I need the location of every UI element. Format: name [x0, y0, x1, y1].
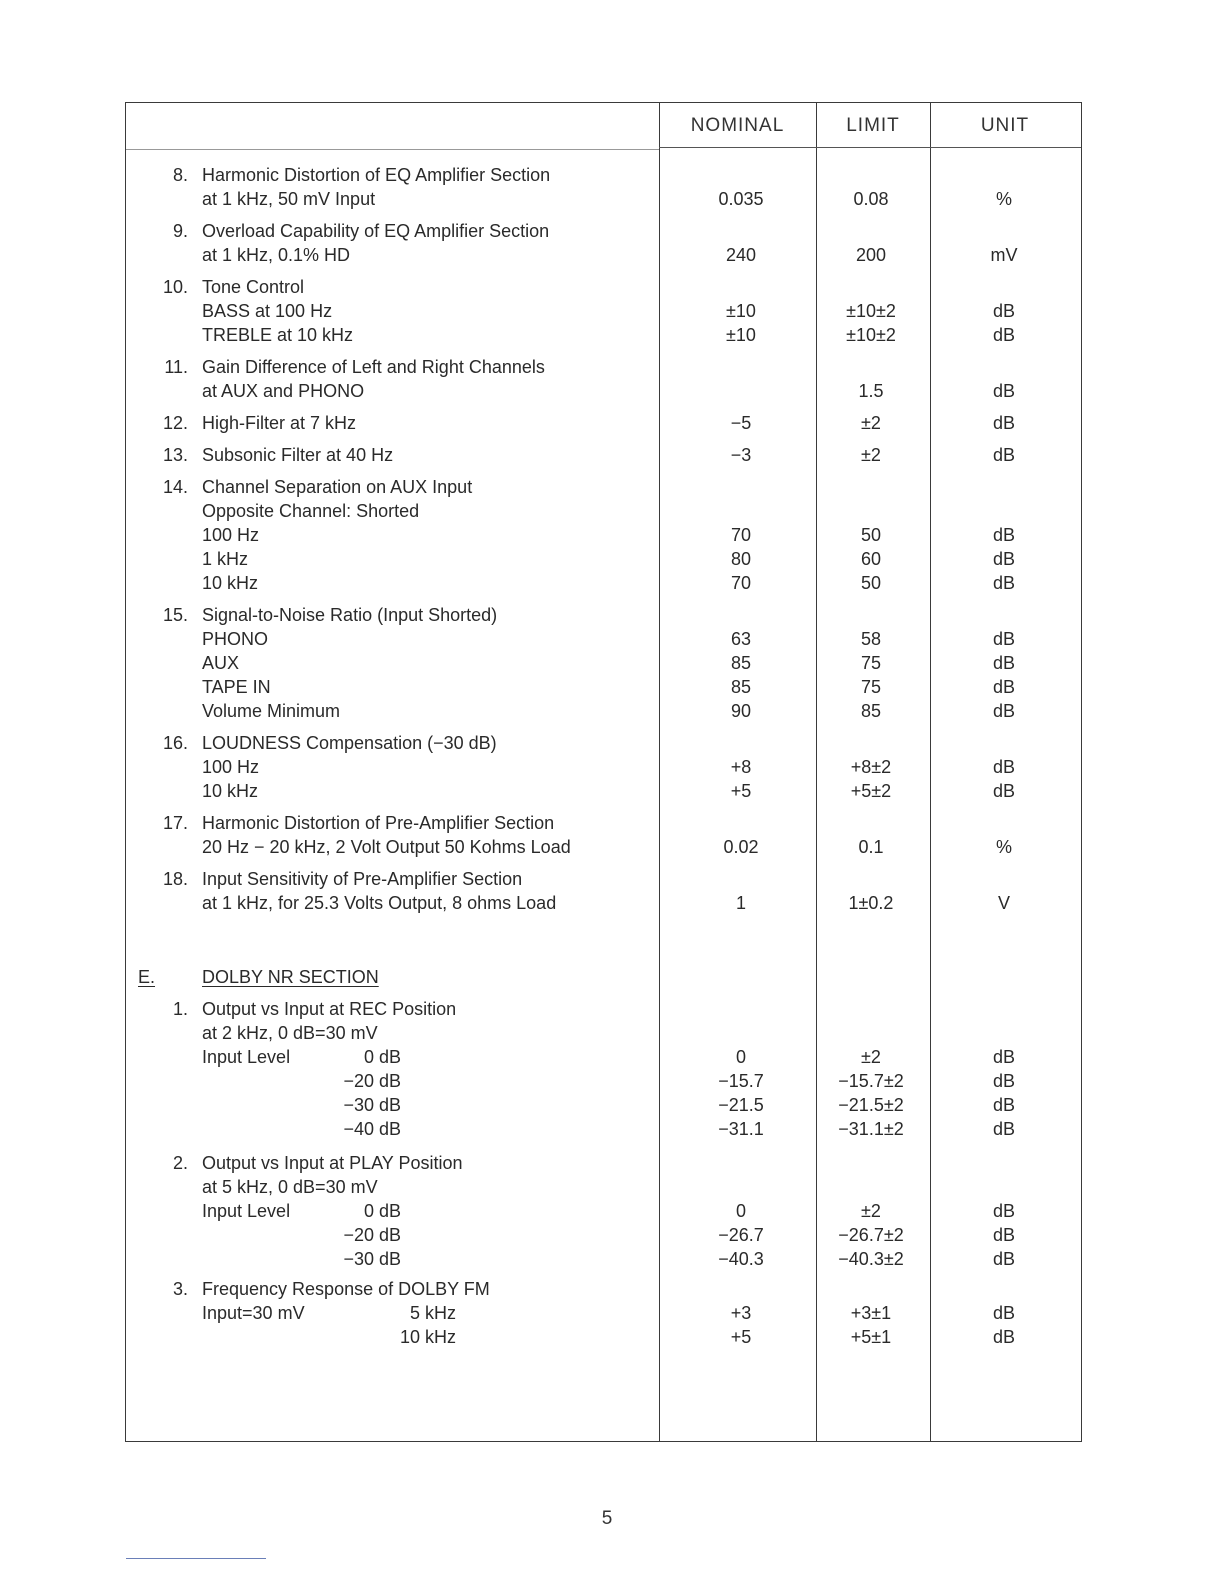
limit-header: LIMIT	[846, 115, 900, 136]
spec-row	[126, 651, 1083, 675]
unit-value: dB	[992, 413, 1016, 433]
nominal-value: 85	[730, 677, 752, 697]
unit-value: dB	[992, 1201, 1016, 1221]
limit-value: −40.3±2	[838, 1249, 904, 1269]
limit-value: 50	[860, 525, 882, 545]
item-description: Gain Difference of Left and Right Channels	[202, 357, 545, 377]
input-level: 0 dB	[363, 1201, 401, 1221]
item-description: 100 Hz	[202, 757, 260, 777]
item-number: 13.	[162, 445, 188, 465]
spec-row	[126, 1199, 1083, 1223]
nominal-value: −3	[730, 445, 752, 465]
spec-row	[126, 243, 1083, 267]
item-description: Overload Capability of EQ Amplifier Section	[202, 221, 550, 241]
spec-row	[126, 275, 1083, 299]
spec-row	[126, 755, 1083, 779]
item-number: 11.	[164, 357, 188, 377]
spec-row	[126, 835, 1083, 859]
spec-row	[126, 299, 1083, 323]
spec-row	[126, 731, 1083, 755]
item-description: Subsonic Filter at 40 Hz	[202, 445, 394, 465]
item-number: 1.	[172, 999, 188, 1019]
nominal-value: 0	[735, 1047, 746, 1067]
item-description: AUX	[202, 653, 240, 673]
header-divider	[126, 149, 659, 150]
input-level: −30 dB	[343, 1095, 401, 1115]
nominal-value: ±10	[726, 325, 756, 345]
unit-value: dB	[992, 1047, 1016, 1067]
item-description: 10 kHz	[202, 573, 259, 593]
item-number: 8.	[172, 165, 188, 185]
nominal-value: 240	[725, 245, 757, 265]
limit-value: 85	[860, 701, 882, 721]
input-level: −30 dB	[343, 1249, 401, 1269]
limit-value: ±2	[861, 413, 881, 433]
unit-value: dB	[992, 1119, 1016, 1139]
item-description: Input Sensitivity of Pre-Amplifier Section	[202, 869, 523, 889]
item-description: 10 kHz	[202, 781, 259, 801]
nominal-value: ±10	[726, 301, 756, 321]
unit-value: dB	[992, 629, 1016, 649]
item-description: Channel Separation on AUX Input	[202, 477, 473, 497]
unit-value: dB	[992, 781, 1016, 801]
section-title: DOLBY NR SECTION	[202, 967, 379, 987]
limit-value: 58	[860, 629, 882, 649]
item-description: Signal-to-Noise Ratio (Input Shorted)	[202, 605, 498, 625]
item-description: 100 Hz	[202, 525, 260, 545]
unit-value: %	[995, 837, 1012, 857]
limit-value: −15.7±2	[838, 1071, 904, 1091]
input-level: 0 dB	[363, 1047, 401, 1067]
spec-row	[126, 1021, 1083, 1045]
limit-value: ±10±2	[846, 301, 896, 321]
item-number: 15.	[162, 605, 188, 625]
item-description: Opposite Channel: Shorted	[202, 501, 420, 521]
spec-row	[126, 547, 1083, 571]
spec-row	[126, 1117, 1083, 1141]
section-heading	[126, 965, 1083, 989]
spec-row	[126, 571, 1083, 595]
nominal-value: 63	[730, 629, 752, 649]
spec-row	[126, 323, 1083, 347]
nominal-value: −31.1	[718, 1119, 764, 1139]
spec-row	[126, 219, 1083, 243]
item-description: at 5 kHz, 0 dB=30 mV	[202, 1177, 378, 1197]
nominal-value: 85	[730, 653, 752, 673]
limit-value: ±2	[861, 445, 881, 465]
nominal-value: 90	[730, 701, 752, 721]
limit-value: +3±1	[850, 1303, 892, 1323]
item-description: at 1 kHz, 50 mV Input	[202, 189, 376, 209]
item-description: at 1 kHz, 0.1% HD	[202, 245, 351, 265]
spec-row	[126, 811, 1083, 835]
item-number: E.	[138, 967, 156, 987]
limit-value: +5±1	[850, 1327, 892, 1347]
spec-row	[126, 443, 1083, 467]
spec-row	[126, 163, 1083, 187]
limit-value: 50	[860, 573, 882, 593]
unit-value: dB	[992, 757, 1016, 777]
spec-row	[126, 1175, 1083, 1199]
spec-row	[126, 1151, 1083, 1175]
item-description: LOUDNESS Compensation (−30 dB)	[202, 733, 497, 753]
unit-value: dB	[992, 525, 1016, 545]
unit-value: dB	[992, 445, 1016, 465]
nominal-value: 0.035	[718, 189, 764, 209]
spec-row	[126, 1069, 1083, 1093]
spec-row	[126, 1045, 1083, 1069]
unit-value: dB	[992, 653, 1016, 673]
limit-value: ±2	[861, 1047, 881, 1067]
input-level: −40 dB	[343, 1119, 401, 1139]
limit-value: +5±2	[850, 781, 892, 801]
item-description: at 1 kHz, for 25.3 Volts Output, 8 ohms Load	[202, 893, 557, 913]
item-description: at AUX and PHONO	[202, 381, 365, 401]
unit-value: dB	[992, 1249, 1016, 1269]
item-number: 10.	[162, 277, 188, 297]
spec-row	[126, 499, 1083, 523]
spec-row	[126, 603, 1083, 627]
limit-value: ±2	[861, 1201, 881, 1221]
spec-row	[126, 1223, 1083, 1247]
item-description: TAPE IN	[202, 677, 271, 697]
limit-value: ±10±2	[846, 325, 896, 345]
nominal-value: 0	[735, 1201, 746, 1221]
nominal-value: −21.5	[718, 1095, 764, 1115]
item-number: 16.	[162, 733, 188, 753]
limit-value: 1.5	[858, 381, 884, 401]
item-number: 3.	[172, 1279, 188, 1299]
nominal-header: NOMINAL	[690, 115, 785, 136]
unit-value: dB	[992, 549, 1016, 569]
nominal-value: +5	[730, 1327, 752, 1347]
item-description: at 2 kHz, 0 dB=30 mV	[202, 1023, 378, 1043]
input-level: 5 kHz	[409, 1303, 456, 1323]
limit-value: 0.1	[858, 837, 884, 857]
nominal-value: −26.7	[718, 1225, 764, 1245]
unit-value: dB	[992, 1071, 1016, 1091]
nominal-value: −5	[730, 413, 752, 433]
nominal-value: 0.02	[723, 837, 759, 857]
item-description: Harmonic Distortion of EQ Amplifier Section	[202, 165, 551, 185]
unit-value: dB	[992, 301, 1016, 321]
nominal-value: −15.7	[718, 1071, 764, 1091]
limit-value: −21.5±2	[838, 1095, 904, 1115]
limit-value: −31.1±2	[838, 1119, 904, 1139]
item-description: PHONO	[202, 629, 269, 649]
nominal-value: +3	[730, 1303, 752, 1323]
input-label: Input Level	[202, 1047, 291, 1067]
item-description: TREBLE at 10 kHz	[202, 325, 354, 345]
item-description: Output vs Input at REC Position	[202, 999, 457, 1019]
nominal-value: 70	[730, 573, 752, 593]
unit-value: dB	[992, 325, 1016, 345]
item-description: Tone Control	[202, 277, 305, 297]
unit-value: dB	[992, 1327, 1016, 1347]
spec-row	[126, 379, 1083, 403]
nominal-value: +5	[730, 781, 752, 801]
unit-value: dB	[992, 381, 1016, 401]
unit-value: dB	[992, 1303, 1016, 1323]
input-label: Input=30 mV	[202, 1303, 305, 1323]
unit-value: %	[995, 189, 1012, 209]
item-number: 17.	[162, 813, 188, 833]
unit-header: UNIT	[980, 115, 1030, 136]
spec-row	[126, 1277, 1083, 1301]
spec-row	[126, 779, 1083, 803]
unit-value: mV	[990, 245, 1018, 265]
input-level: −20 dB	[343, 1071, 401, 1091]
page-number: 5	[601, 1508, 613, 1529]
item-description: Harmonic Distortion of Pre-Amplifier Section	[202, 813, 555, 833]
footer-rule	[126, 1558, 266, 1559]
input-level: −20 dB	[343, 1225, 401, 1245]
spec-row	[126, 891, 1083, 915]
limit-value: 60	[860, 549, 882, 569]
item-number: 18.	[162, 869, 188, 889]
unit-value: dB	[992, 573, 1016, 593]
item-description: Output vs Input at PLAY Position	[202, 1153, 463, 1173]
spec-row	[126, 523, 1083, 547]
unit-value: V	[997, 893, 1010, 913]
item-number: 14.	[162, 477, 188, 497]
item-description: High-Filter at 7 kHz	[202, 413, 357, 433]
nominal-value: +8	[730, 757, 752, 777]
item-number: 2.	[172, 1153, 188, 1173]
spec-row	[126, 1301, 1083, 1325]
spec-row	[126, 675, 1083, 699]
nominal-value: 70	[730, 525, 752, 545]
input-label: Input Level	[202, 1201, 291, 1221]
spec-row	[126, 1093, 1083, 1117]
limit-value: 75	[860, 677, 882, 697]
limit-value: −26.7±2	[838, 1225, 904, 1245]
limit-value: 1±0.2	[848, 893, 894, 913]
item-number: 12.	[162, 413, 188, 433]
limit-value: +8±2	[850, 757, 892, 777]
spec-row	[126, 699, 1083, 723]
spec-row	[126, 475, 1083, 499]
header-divider	[659, 147, 1081, 148]
limit-value: 0.08	[853, 189, 889, 209]
unit-value: dB	[992, 1095, 1016, 1115]
spec-row	[126, 411, 1083, 435]
spec-row	[126, 187, 1083, 211]
unit-value: dB	[992, 677, 1016, 697]
spec-row	[126, 355, 1083, 379]
spec-row	[126, 627, 1083, 651]
item-description: 1 kHz	[202, 549, 249, 569]
spec-row	[126, 997, 1083, 1021]
item-number: 9.	[172, 221, 188, 241]
unit-value: dB	[992, 1225, 1016, 1245]
spec-row	[126, 1325, 1083, 1349]
unit-value: dB	[992, 701, 1016, 721]
item-description: 20 Hz − 20 kHz, 2 Volt Output 50 Kohms Load	[202, 837, 571, 857]
item-description: Volume Minimum	[202, 701, 341, 721]
spec-row	[126, 1247, 1083, 1271]
item-description: BASS at 100 Hz	[202, 301, 333, 321]
nominal-value: 1	[735, 893, 746, 913]
input-level: 10 kHz	[399, 1327, 456, 1347]
nominal-value: 80	[730, 549, 752, 569]
nominal-value: −40.3	[718, 1249, 764, 1269]
item-description: Frequency Response of DOLBY FM	[202, 1279, 490, 1299]
spec-table	[125, 102, 1082, 1442]
limit-value: 75	[860, 653, 882, 673]
spec-row	[126, 867, 1083, 891]
limit-value: 200	[855, 245, 887, 265]
